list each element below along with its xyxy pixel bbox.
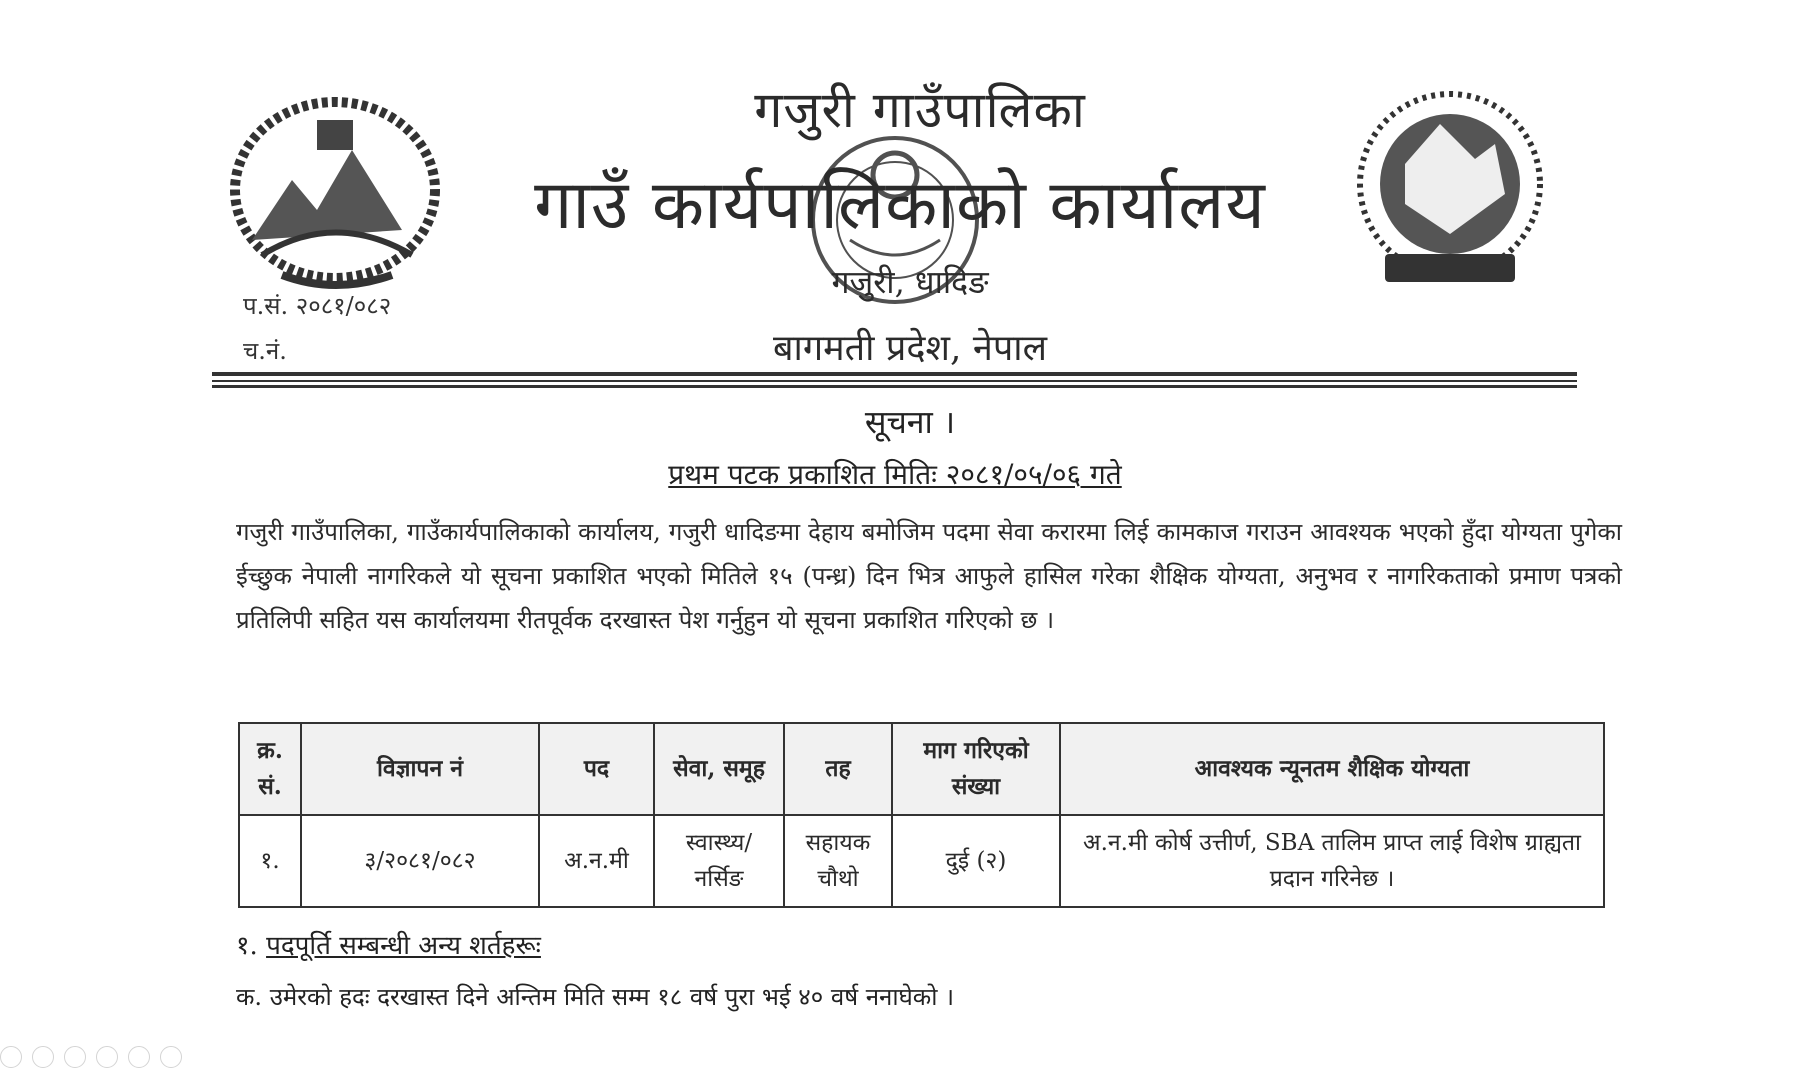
published-date: प्रथम पटक प्रकाशित मितिः २०८१/०५/०६ गते — [668, 458, 1122, 491]
next-icon[interactable] — [32, 1046, 54, 1068]
header-divider — [212, 380, 1577, 382]
cell-post: अ.न.मी — [539, 815, 654, 907]
header-divider — [212, 385, 1577, 388]
cell-service: स्वास्थ्य/ नर्सिङ — [654, 815, 784, 907]
notice-title: सूचना । — [864, 403, 956, 441]
col-header-ad-no: विज्ञापन नं — [301, 723, 539, 815]
municipality-name: गजुरी गाउँपालिका — [754, 81, 1086, 139]
col-header-qualification: आवश्यक न्यूनतम शैक्षिक योग्यता — [1060, 723, 1604, 815]
cell-sn: १. — [239, 815, 301, 907]
table-row — [239, 815, 1604, 907]
col-header-sn: क्र. सं. — [239, 723, 301, 815]
image-viewer-toolbar — [0, 1046, 182, 1061]
col-header-service: सेवा, समूह — [654, 723, 784, 815]
more-icon[interactable] — [160, 1046, 182, 1068]
cell-ad-no: ३/२०८१/०८२ — [301, 815, 539, 907]
province-name: बागमती प्रदेश, नेपाल — [772, 328, 1048, 369]
cell-count: दुई (२) — [892, 815, 1060, 907]
conditions-title: पदपूर्ति सम्बन्धी अन्य शर्तहरूः — [266, 931, 541, 961]
cell-qualification: अ.न.मी कोर्ष उत्तीर्ण, SBA तालिम प्राप्त लाई विशेष ग्राह्यता प्रदान गरिनेछ । — [1060, 815, 1604, 907]
col-header-post: पद — [539, 723, 654, 815]
cell-level: सहायक चौथो — [784, 815, 892, 907]
conditions-heading — [236, 926, 541, 962]
condition-item — [236, 978, 1196, 1012]
col-header-count: माग गरिएको संख्या — [892, 723, 1060, 815]
conditions-number: १. — [236, 931, 258, 961]
municipality-logo-icon — [1345, 84, 1555, 304]
previous-icon[interactable] — [0, 1046, 22, 1068]
office-location: गजुरी, धादिङ — [831, 263, 989, 301]
nepal-emblem-icon — [222, 90, 448, 290]
vacancy-table — [238, 722, 1605, 908]
table-header-row — [239, 723, 1604, 815]
fiscal-year-ref: प.सं. २०८१/०८२ — [243, 292, 392, 320]
condition-age-limit: क. उमेरको हदः दरखास्त दिने अन्तिम मिति सम्म १८ वर्ष पुरा भई ४० वर्ष ननाघेको । — [236, 983, 955, 1011]
dispatch-number: च.नं. — [243, 337, 287, 365]
gallery-icon[interactable] — [96, 1046, 118, 1068]
header-divider — [212, 372, 1577, 376]
office-name: गाउँ कार्यपालिकाको कार्यालय — [534, 166, 1266, 245]
notice-body: गजुरी गाउँपालिका, गाउँकार्यपालिकाको कार्यालय, गजुरी धादिङमा देहाय बमोजिम पदमा सेवा करारमा लिई कामकाज गराउन आवश्यक भएको हुँदा योग्यता पुगेका ईच्छुक नेपाली नागरिकले यो सूचना प्रकाशित भएको मितिले १५ (पन्ध्र) दिन भित्र आफुले हासिल गरेका शैक्षिक योग्यता, अनुभव र नागरिकताको प्रमाण पत्रको प्रतिलिपी सहित यस कार्यालयमा रीतपूर्वक दरखास्त पेश गर्नुहुन यो सूचना प्रकाशित गरिएको छ । — [236, 518, 1622, 634]
col-header-level: तह — [784, 723, 892, 815]
zoom-icon[interactable] — [128, 1046, 150, 1068]
edit-icon[interactable] — [64, 1046, 86, 1068]
